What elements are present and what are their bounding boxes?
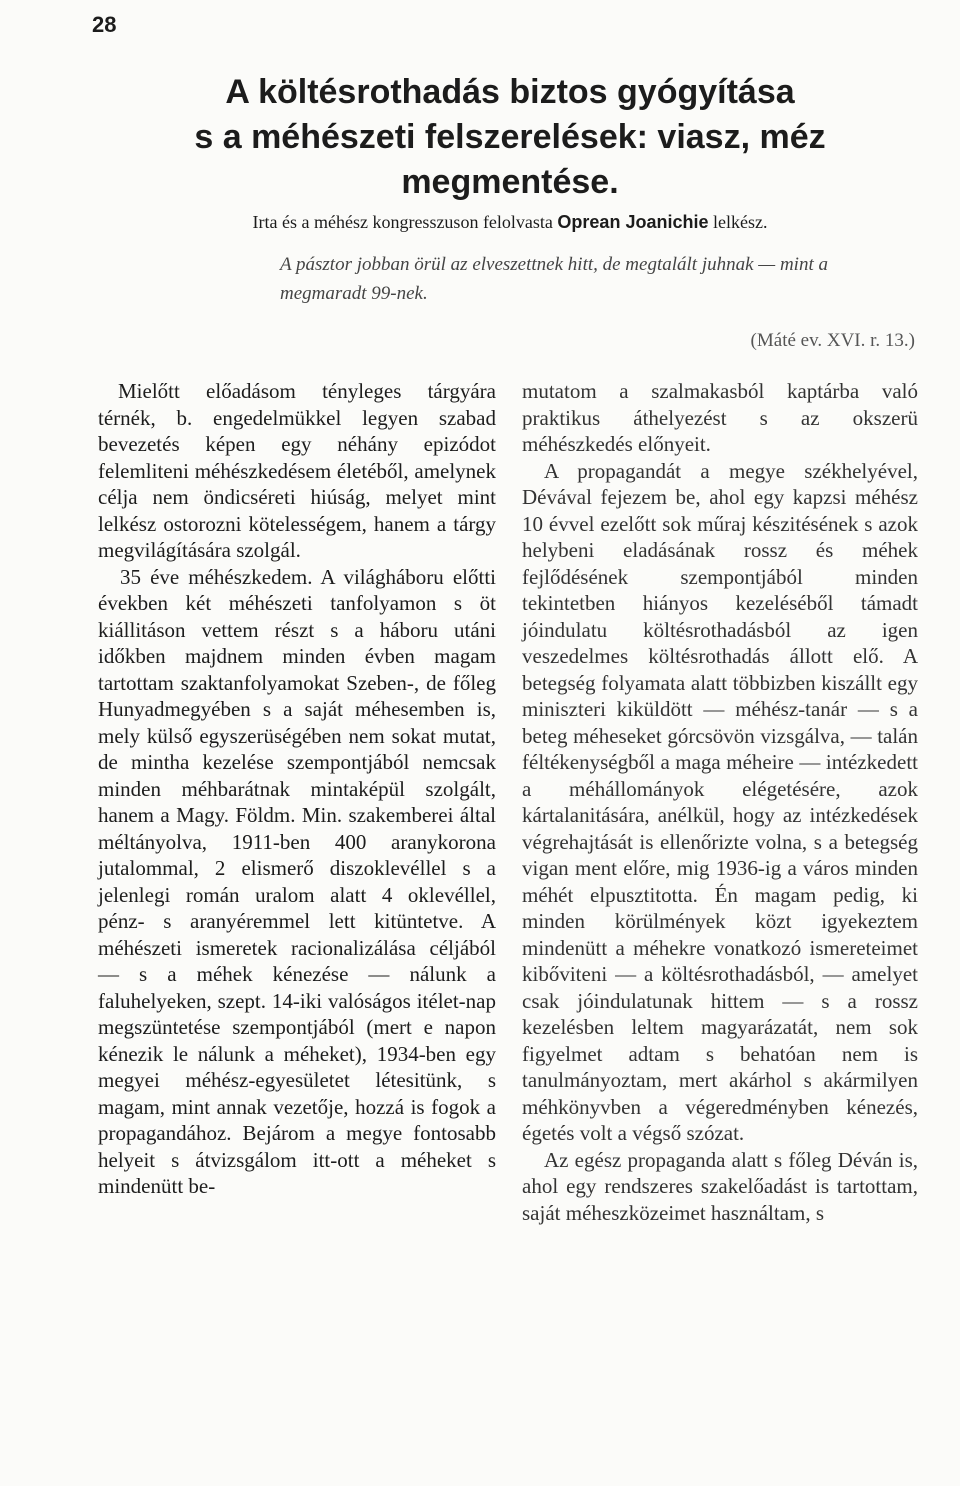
- paragraph: A propagandát a megye székhelyével, Dévával fejezem be, ahol egy kapzsi méhész 10 évvel ezelőtt sok műraj készitésének s azok helybeni eladásának rossz és méhek fejlődésének szempontjából minden tekintetben hiányos kezeléséből támadt jóindulatu költésrothadásból az igen veszedelmes költésrothadás állott elő. A betegség folyamata alatt többizben kiszállt egy miniszteri kiküldött — méhész-tanár — s a beteg méheseket górcsövön vizsgálva, — talán féltékenységből a maga méheire — intézkedett a méhállományok elégetésére, azok kártalanitására, anélkül, hogy az intézkedések végrehajtását is ellenőrizte volna, s a betegség vigan ment előre, mig 1936-ig a város minden méhét elpusztitotta. Én magam pedig, ki minden körülmények közt igyekeztem mindenütt a méhekre vonatkozó ismereteimet kibőviteni — a költésrothadásból, — amelyet csak jóindulatunak hittem — s a rossz kezelésben leltem magyarázatát, nem sok figyelmet adtam s behatóan nem is tanulmányoztam, mert akárhol s akármilyen méhkönyvben a végeredményben kénezés, égetés volt a végső szózat.: [522, 458, 918, 1145]
- paragraph: Az egész propaganda alatt s főleg Déván is, ahol egy rendszeres szakelőadást is tartottam, saját méheszközeimet használtam, s: [522, 1147, 918, 1225]
- paragraph: mutatom a szalmakasból kaptárba való praktikus áthelyezést s az okszerü méhészkedés előnyeit.: [522, 379, 918, 456]
- right-column: [522, 378, 918, 1226]
- byline-prefix: Irta és a méhész kongresszuson felolvasta: [252, 212, 553, 232]
- left-column: [98, 378, 496, 1200]
- title-line: megmentése.: [401, 163, 619, 201]
- title-line: s a méhészeti felszerelések: viasz, méz: [194, 118, 826, 156]
- motto-quote: A pásztor jobban örül az elveszettnek hitt, de megtalált juhnak — mint a megmaradt 99-nek.: [280, 254, 828, 304]
- byline-suffix: lelkész.: [712, 212, 768, 232]
- byline: [160, 212, 860, 233]
- author-name: Oprean Joanichie: [557, 212, 709, 232]
- article-title: [150, 70, 870, 205]
- motto-reference: (Máté ev. XVI. r. 13.): [750, 330, 915, 351]
- page-number: 28: [92, 12, 117, 37]
- paragraph: Mielőtt előadásom tényleges tárgyára térnék, b. engedelmükkel legyen szabad bevezetés képen egy néhány epizódot felemliteni méhészkedésem életéből, amelynek célja nem öndicséreti hiúság, melyet mint lelkész ostorozni kötelességem, hanem a tárgy megvilágítására szolgál.: [98, 379, 496, 562]
- title-line: A költésrothadás biztos gyógyítása: [225, 73, 795, 111]
- paragraph: 35 éve méhészkedem. A világháboru előtti években két méhészeti tanfolyamon s öt kiállitáson vettem részt s a háboru utáni időkben majdnem minden évben magam tartottam szaktanfolyamokat Szeben-, de főleg Hunyadmegyében s a saját méhesemben is, mely külső egyszerüségében nem sokat mutat, de mintha kezelése szempontjából nemcsak minden méhbarátnak mintaképül szolgált, hanem a Magy. Földm. Min. szakemberei által méltányolva, 1911-ben 400 aranykorona jutalommal, 2 elismerő diszoklevéllel s a jelenlegi román uralom alatt 4 oklevéllel, pénz- s aranyéremmel lett kitüntetve. A méhészeti ismeretek racionalizálása céljából — s a méhek kénezése — nálunk a faluhelyeken, szept. 14-iki valóságos itélet-nap megszüntetése szempontjából (mert e napon kénezik le nálunk a méheket), 1934-ben egy megyei méhész-egyesületet létesitünk, s magam, mint annak vezetője, hozzá is fogok a propagandához. Bejárom a megye fontosabb helyeit s átvizsgálom itt-ott a méheket s mindenütt be-: [98, 564, 496, 1198]
